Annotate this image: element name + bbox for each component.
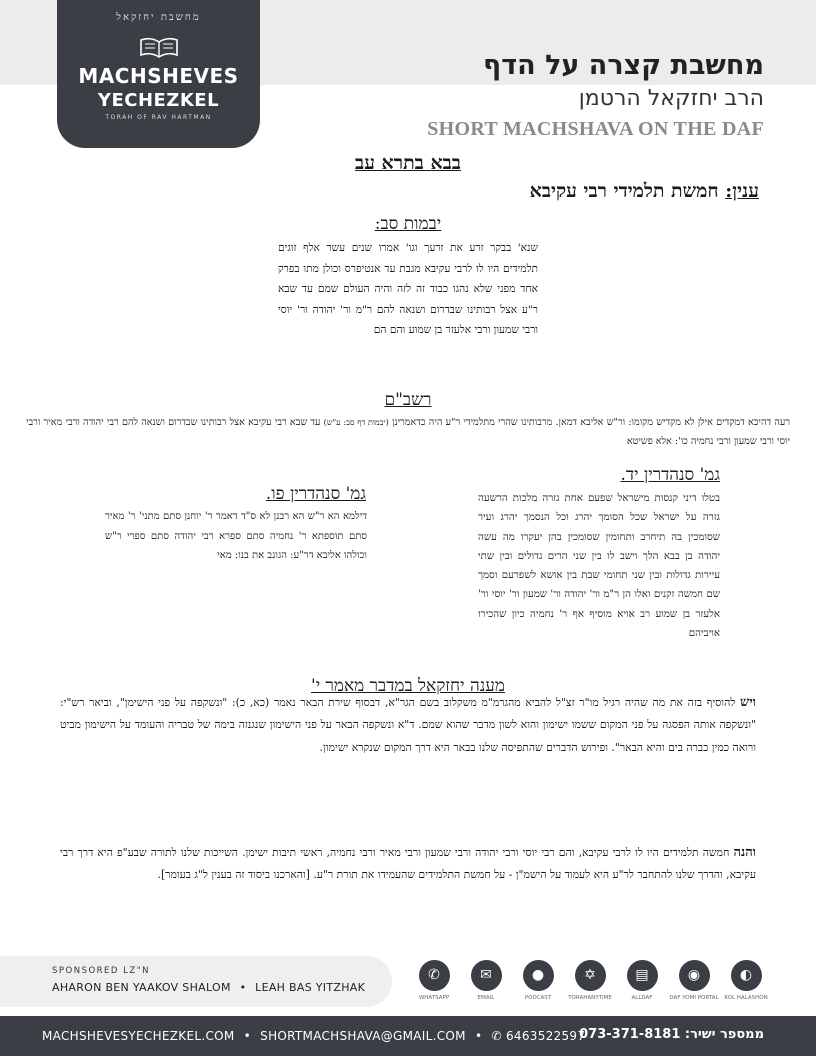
alldaf-icon: ▤ — [627, 960, 658, 991]
logo-tagline: TORAH OF RAV HARTMAN — [105, 114, 212, 121]
essay-p1-text: להוסיף בזה את מה שהיה רגיל מו"ר זצ"ל להביא מהגרמ"מ משקלוב בשם הגר"א, דבסוף שירת הבאר נאמר (כא, כ): "ונשקפה על פני הישימן", וביאר רש"י: "ונשקפה אותה הפסגה על פני המקום ששמו ישימון והוא לשון מדבר שהוא שמם. ד"א ונשקפה הבאר על פני הישימון שנגנזה בימה של טבריה והעומד על הישימון מביט ורואה כמין כברה בים והיא הבאר". ופירוש הדברים שהתפיסה שלנו בבאר היא דרך המקום שנקרא ישימון. — [60, 696, 756, 754]
torahanytime-caption: TORAHANYTIME — [568, 995, 612, 1001]
platform-links — [408, 960, 788, 1010]
essay-heading: מענה יחזקאל במדבר מאמר י' — [311, 676, 505, 696]
website-link[interactable]: MACHSHEVESYECHEZKEL.COM — [42, 1029, 235, 1043]
email-caption: EMAIL — [477, 995, 495, 1001]
sponsor-separator: • — [239, 981, 247, 994]
daf-yomi-portal-caption: DAF YOMI PORTAL — [669, 995, 719, 1001]
whatsapp-link[interactable] — [408, 960, 460, 1010]
email-address-link[interactable]: SHORTMACHSHAVA@GMAIL.COM — [260, 1029, 466, 1043]
sponsor-name-1: AHARON BEN YAAKOV SHALOM — [52, 981, 231, 994]
footer-contacts — [42, 1029, 585, 1043]
podcast-caption: PODCAST — [524, 995, 552, 1001]
topic-line — [530, 180, 759, 203]
sanhedrin-14-heading: גמ' סנהדרין יד. — [620, 465, 720, 485]
daf-yomi-portal-link[interactable] — [668, 960, 720, 1010]
email-icon: ✉ — [471, 960, 502, 991]
essay-paragraph-2 — [60, 842, 756, 887]
essay-p2-text: חמשה תלמידים היו לו לרבי עקיבא, והם רבי יוסי ורבי יהודה ורבי שמעון ורבי מאיר ורבי נחמיה, ראשי תיבות ישימן. השייכות שלנו לתורה שבע"פ היא דרך רבי עקיבא, והדרך שלנו להתחבר לר"ע היא לעמוד על הישמ"ן - על חמשת התלמידים שהעמידו את תורת ר"ע. [והארכנו ביסוד זה בענין ל"ג בעומר]. — [60, 846, 756, 882]
rashbam-heading: רשב"ם — [384, 390, 432, 410]
topic-label: ענין: — [725, 180, 759, 202]
essay-paragraph-1 — [60, 692, 756, 759]
logo-line-2: YECHEZKEL — [97, 90, 220, 111]
author-name: הרב יחזקאל הרטמן — [578, 86, 764, 111]
podcast-link[interactable] — [512, 960, 564, 1010]
yevamot-text: שנא' בבקר זרע את זרעך וגו' אמרו שנים עשר אלף זוגים תלמידים היו לו לרבי עקיבא מגבת עד אנטיפרס וכולן מתו בפרק אחד מפני שלא נהגו כבוד זה לזה והיה העולם שמם עד שבא ר"ע אצל רבותינו שבדרום ושנאה להם ר"מ ור' יהודה ור' יוסי ורבי שמעון ורבי אלעזר בן שמוע והם הם — [278, 242, 538, 336]
sponsor-names — [52, 981, 365, 994]
alldaf-link[interactable] — [616, 960, 668, 1010]
essay-p1-lead: ויש — [740, 695, 756, 710]
sanhedrin-86-text: דילמא הא ר"ש הא רבנן לא ס"ד דאמר ר' יוחנן סתם מתני' ר' מאיר סתם תוספתא ר' נחמיה סתם ספרא רבי יהודה סתם ספרי ר"ש וכולהו אליבא דר"ע: הגונב את בנו: מאי — [105, 511, 367, 561]
footer-bullet: • — [474, 1029, 483, 1043]
daf-yomi-portal-icon: ◉ — [679, 960, 710, 991]
sanhedrin-14-text: בטלו דיני קנסות מישראל שפעם אחת גזרה מלכות הרשעה גזרה על ישראל שכל הסומך יהרג וכל הנסמך יהרג ועיר שסומכין בה תיחרב ותחומין שסומכין בהן יעקרו מה עשה יהודה בן בבא הלך וישב לו בין שני הרים גדולים ובין שתי עיירות גדולות ובין שני תחומי שבת בין אושא לשפרעם וסמך שם חמשה זקנים ואלו הן ר"מ ור' יהודה ור' שמעון ור' יוסי ור' אלעזר בן שמוע רב אויא מוסיף אף ר' נחמיה כיון שהכירו אויביהם — [478, 493, 720, 640]
podcast-icon: ● — [523, 960, 554, 991]
rashbam-text-before: רעה דהיכא דמקדים אילן לא מקדיש מקומו: ור"ש אליבא דמאן. מרבותינו שהרי מתלמידי ר"ע היה כדאמרינן — [388, 417, 790, 428]
whatsapp-number-link[interactable]: 6463522597 — [505, 1029, 586, 1043]
direct-phone-number: 073-371-8181 — [579, 1027, 681, 1042]
alldaf-caption: ALLDAF — [631, 995, 653, 1001]
whatsapp-icon: ✆ — [419, 960, 450, 991]
direct-phone-label: ממספר ישיר: — [684, 1027, 764, 1042]
sponsor-label: SPONSORED LZ"N — [52, 966, 151, 976]
topic-text: חמשת תלמידי רבי עקיבא — [529, 180, 719, 202]
rashbam-text-after: עד שבא רבי עקיבא אצל רבותינו שבדרום ושנאה להם רבי יהודה ורבי מאיר ורבי יוסי ורבי שמעון ורבי נחמיה כו': אלא פשיטא — [26, 417, 790, 447]
logo-line-1: MACHSHEVES — [78, 64, 239, 88]
sponsor-name-2: LEAH BAS YITZHAK — [255, 981, 366, 994]
yevamot-heading: יבמות סב: — [374, 214, 442, 234]
kol-halashon-link[interactable] — [720, 960, 772, 1010]
rashbam-text — [26, 413, 790, 451]
direct-phone[interactable] — [579, 1027, 764, 1042]
open-book-icon — [140, 36, 178, 58]
rashbam-citation: (יבמות דף סב: ע"ש) — [323, 418, 389, 427]
torahanytime-icon: ✡ — [575, 960, 606, 991]
page-subtitle: SHORT MACHSHAVA ON THE DAF — [427, 118, 764, 140]
torahanytime-link[interactable] — [564, 960, 616, 1010]
kol-halashon-caption: KOL HALASHON — [724, 995, 768, 1001]
footer-bullet: • — [243, 1029, 252, 1043]
sanhedrin-86-heading: גמ' סנהדרין פו. — [265, 484, 366, 504]
whatsapp-caption: WHATSAPP — [418, 995, 450, 1001]
logo-hebrew-arc: מחשבת יחזקאל — [116, 12, 201, 23]
email-link[interactable] — [460, 960, 512, 1010]
logo[interactable] — [57, 0, 260, 148]
footer-bar — [0, 1016, 816, 1056]
whatsapp-small-icon: ✆ — [491, 1029, 502, 1043]
kol-halashon-icon: ◐ — [731, 960, 762, 991]
essay-p2-lead: והנה — [733, 845, 756, 860]
masechet-heading: בבא בתרא עב — [355, 152, 461, 174]
page-title: מחשבת קצרה על הדף — [483, 50, 764, 81]
